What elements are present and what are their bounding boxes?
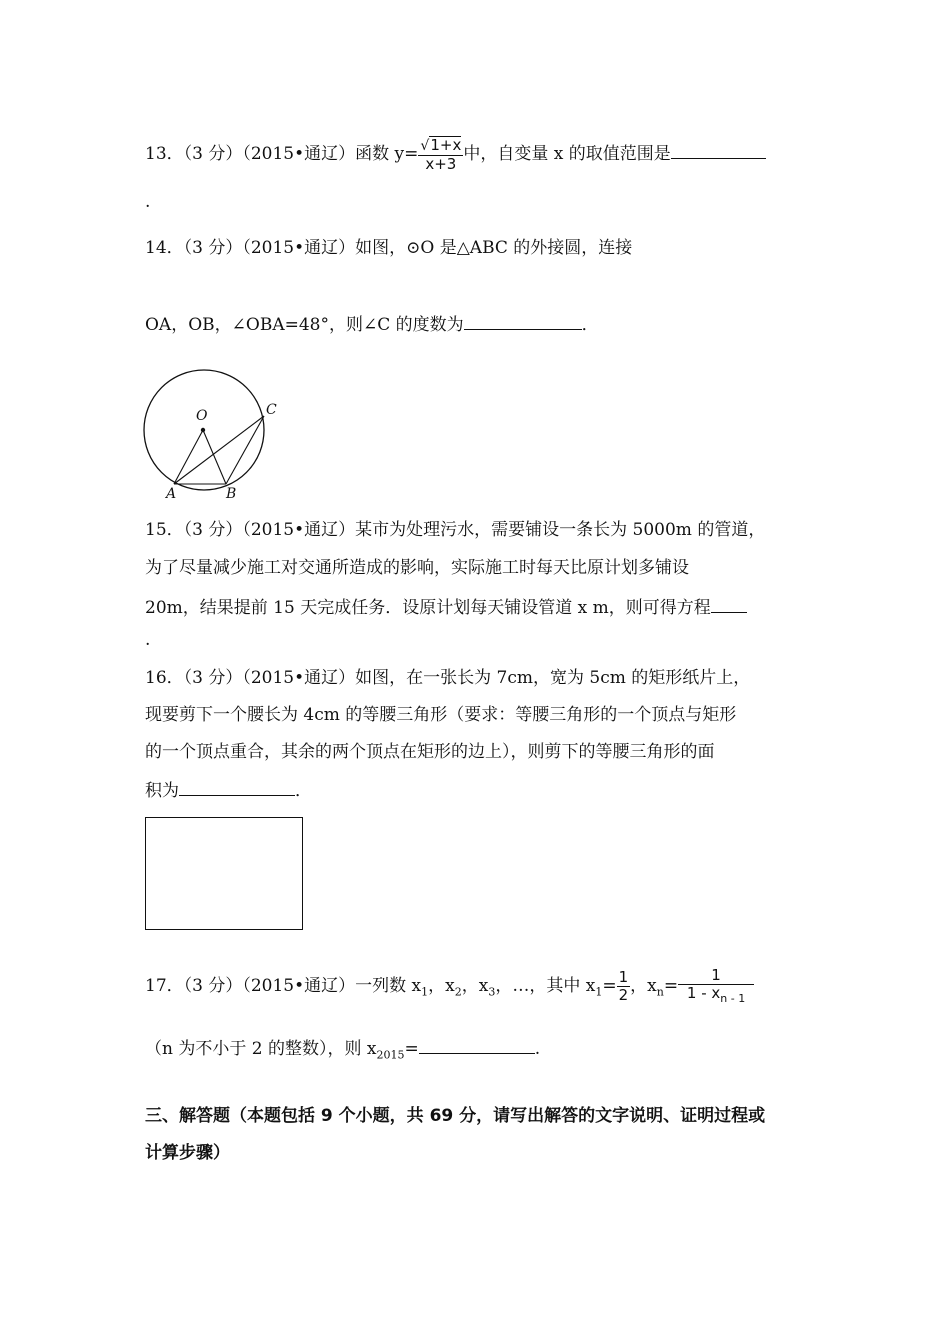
label-a: A xyxy=(166,486,177,502)
segment-oa xyxy=(174,430,203,484)
q17-mid2: ，x xyxy=(630,976,657,996)
q17-sep2: ，x xyxy=(461,976,489,996)
q17-prefix: 17．（3 分）（2015•通辽）一列数 x xyxy=(145,976,422,996)
section3-line1: 三、解答题（本题包括 9 个小题，共 69 分，请写出解答的文字说明、证明过程或 xyxy=(145,1106,766,1126)
q17-sub-n: n xyxy=(656,985,664,999)
section3-line2: 计算步骤） xyxy=(145,1143,230,1163)
q17-answer-blank xyxy=(419,1035,535,1054)
label-b: B xyxy=(226,486,237,502)
q17-mid: ，…，其中 x xyxy=(495,976,596,996)
q13-prefix: 13．（3 分）（2015•通辽）函数 y= xyxy=(145,144,419,164)
q14-end: ． xyxy=(581,315,599,335)
label-c: C xyxy=(266,402,277,418)
q14-circle-figure xyxy=(140,362,290,504)
q15-line3: 20m，结果提前 15 天完成任务．设原计划每天铺设管道 x m，则可得方程 xyxy=(145,598,711,618)
q17-f-den-sub: n - 1 xyxy=(720,991,746,1005)
q17-line2-b: = xyxy=(404,1039,419,1059)
q16-line4: 积为 xyxy=(145,781,179,801)
q16-end: ． xyxy=(295,781,312,801)
q14-line2: OA，OB，∠OBA=48°，则∠C 的度数为 xyxy=(145,315,464,335)
q17-eq2: = xyxy=(663,976,679,996)
q16-line3: 的一个顶点重合，其余的两个顶点在矩形的边上），则剪下的等腰三角形的面 xyxy=(145,742,715,762)
q17-sub3: 3 xyxy=(488,985,496,999)
q17-sub4: 1 xyxy=(595,985,603,999)
q17-half-fraction xyxy=(617,969,631,1004)
q15-answer-blank xyxy=(711,594,747,613)
q13-end: . xyxy=(145,192,151,212)
q17-sub2: 2 xyxy=(454,985,462,999)
q17-half-den: 2 xyxy=(618,986,629,1004)
segment-ac xyxy=(174,416,264,484)
segment-ob xyxy=(203,430,226,484)
q17-sub1: 1 xyxy=(421,985,429,999)
q13-numerator: 1+x xyxy=(430,136,462,154)
q17-line2-sub: 2015 xyxy=(376,1048,405,1062)
q15-line2: 为了尽量减少施工对交通所造成的影响，实际施工时每天比原计划多铺设 xyxy=(145,558,689,578)
q13-denominator: x+3 xyxy=(425,155,457,173)
q16-line4-wrap xyxy=(145,777,312,803)
q17-recursive-fraction xyxy=(678,967,754,1007)
q17-end: . xyxy=(534,1039,541,1059)
q14-line2-wrap xyxy=(145,311,599,337)
q16-line1: 16．（3 分）（2015•通辽）如图，在一张长为 7cm，宽为 5cm 的矩形纸片上， xyxy=(145,668,751,688)
q14-answer-blank xyxy=(464,311,582,330)
q17-sep1: ，x xyxy=(428,976,455,996)
q17-f-den xyxy=(678,985,754,1007)
q15-end: . xyxy=(145,630,151,650)
q15-line1: 15．（3 分）（2015•通辽）某市为处理污水，需要铺设一条长为 5000m 的管道， xyxy=(145,520,766,540)
q16-answer-blank xyxy=(179,777,295,796)
label-o: O xyxy=(196,408,208,424)
q13-answer-blank xyxy=(671,140,766,159)
q13-suffix: 中，自变量 x 的取值范围是 xyxy=(463,144,671,164)
q14-line1: 14．（3 分）（2015•通辽）如图，⊙O 是△ABC 的外接圆，连接 xyxy=(145,238,633,258)
q16-line2: 现要剪下一个腰长为 4cm 的等腰三角形（要求：等腰三角形的一个顶点与矩形 xyxy=(145,705,737,725)
center-point xyxy=(201,428,205,432)
q17-half-num: 1 xyxy=(618,968,629,986)
q17-f-den-a: 1 - x xyxy=(686,983,721,1002)
q17-line1 xyxy=(145,966,754,1012)
q15-line3-wrap xyxy=(145,594,747,620)
q13-fraction: $\frac{√1+x}{x+3}$ xyxy=(420,136,462,173)
q13-line xyxy=(145,136,766,173)
q17-line2-a: （n 为不小于 2 的整数），则 x xyxy=(145,1039,377,1059)
q17-eq1: = xyxy=(602,976,617,996)
q16-rectangle-figure xyxy=(145,817,303,930)
q17-line2 xyxy=(145,1035,540,1067)
q17-f-num: 1 xyxy=(678,967,754,985)
